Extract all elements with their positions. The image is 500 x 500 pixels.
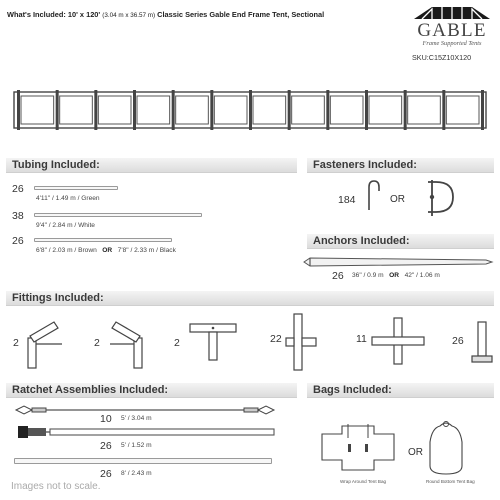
- ratchet-qty: 10: [100, 413, 112, 425]
- tube-green-icon: [34, 186, 118, 190]
- frame-pole: [249, 90, 252, 130]
- ratchets-section-header: Ratchet Assemblies Included:: [6, 383, 297, 398]
- or-label: OR: [389, 272, 400, 279]
- or-label: OR: [408, 447, 423, 458]
- ratchet-qty: 26: [100, 440, 112, 452]
- or-label: OR: [102, 247, 113, 254]
- hook-pin-icon: [364, 178, 382, 212]
- fitting-qty: 26: [452, 335, 464, 347]
- bag-caption: Round Bottom Tent Bag: [426, 479, 475, 484]
- logo-word: GABLE: [417, 20, 487, 41]
- ratchet-label: 5' / 3.04 m: [121, 415, 152, 422]
- fitting-qty: 2: [13, 337, 19, 349]
- fasteners-section-header: Fasteners Included:: [307, 158, 494, 173]
- ratchet-label: 8' / 2.43 m: [121, 470, 152, 477]
- frame-bay: [408, 96, 441, 124]
- tubing-label-a: 6'8" / 2.03 m / Brown: [36, 247, 97, 254]
- frame-bay: [446, 96, 479, 124]
- tubing-qty: 26: [12, 183, 24, 195]
- fitting-qty: 22: [270, 333, 282, 345]
- ratchet-label: 5' / 1.52 m: [121, 442, 152, 449]
- ratchet-buckle-icon: [14, 424, 276, 440]
- or-label: OR: [390, 194, 405, 205]
- frame-bay: [292, 96, 325, 124]
- cross-fitting-icon: [284, 312, 318, 372]
- frame-bay: [98, 96, 131, 124]
- angle-fitting-icon: [24, 316, 68, 370]
- fitting-qty: 11: [356, 333, 367, 345]
- frame-bay: [60, 96, 93, 124]
- frame-pole: [365, 90, 368, 130]
- frame-bay: [369, 96, 402, 124]
- title-metric: (3.04 m x 36.57 m): [102, 12, 156, 19]
- frame-pole: [56, 90, 59, 130]
- tubing-label-b: 7'8" / 2.33 m / Black: [117, 247, 176, 254]
- title-rest: Classic Series Gable End Frame Tent, Sectional: [157, 10, 325, 19]
- fittings-section-header: Fittings Included:: [6, 291, 494, 306]
- fasteners-qty: 184: [338, 194, 356, 206]
- frame-pole: [442, 90, 445, 130]
- frame-bay: [176, 96, 209, 124]
- frame-bay: [214, 96, 247, 124]
- anchors-label: [352, 272, 440, 279]
- frame-bay: [253, 96, 286, 124]
- tubing-label-alt: [36, 247, 176, 254]
- wrap-around-bag-icon: [318, 424, 398, 474]
- tubing-qty: 26: [12, 235, 24, 247]
- frame-pole: [94, 90, 97, 130]
- frame-pole: [481, 90, 484, 130]
- frame-pole: [404, 90, 407, 130]
- title-main: What's Included: 10' x 120': [7, 10, 101, 19]
- disclaimer-note: Images not to scale.: [11, 481, 101, 492]
- base-plate-icon: [470, 320, 494, 364]
- tube-brown-black-icon: [34, 238, 172, 242]
- tubing-label: 9'4" / 2.84 m / White: [36, 222, 95, 229]
- logo-tagline: Frame Supported Tents: [422, 40, 482, 47]
- fitting-qty: 2: [94, 337, 100, 349]
- bag-caption: Wrap Around Tent Bag: [340, 479, 387, 484]
- tubing-label: 4'11" / 1.49 m / Green: [36, 195, 100, 202]
- sku-label: SKU:C15Z10X120: [412, 53, 472, 62]
- frame-pole: [326, 90, 329, 130]
- frame-bay: [21, 96, 54, 124]
- frame-pole: [288, 90, 291, 130]
- frame-bay: [137, 96, 170, 124]
- fitting-qty: 2: [174, 337, 180, 349]
- bags-section-header: Bags Included:: [307, 383, 494, 398]
- tube-white-icon: [34, 213, 202, 217]
- anchors-section-header: Anchors Included:: [307, 234, 494, 249]
- tubing-section-header: Tubing Included:: [6, 158, 297, 173]
- frame-bay: [330, 96, 363, 124]
- angle-fitting-icon: [104, 316, 148, 370]
- d-ring-pin-icon: [422, 178, 458, 218]
- frame-pole: [17, 90, 20, 130]
- tee-fitting-icon: [188, 322, 238, 362]
- anchors-qty: 26: [332, 270, 344, 282]
- page-title: [7, 10, 407, 19]
- frame-pole: [172, 90, 175, 130]
- anchor-label-a: 36" / 0.9 m: [352, 272, 384, 279]
- frame-pole: [133, 90, 136, 130]
- strap-extension-icon: [14, 458, 272, 464]
- round-bottom-bag-icon: [426, 418, 466, 476]
- frame-pole: [210, 90, 213, 130]
- cross-fitting-icon: [370, 316, 426, 366]
- tent-frame-diagram: [6, 86, 496, 136]
- tubing-qty: 38: [12, 210, 24, 222]
- anchor-label-b: 42" / 1.06 m: [404, 272, 440, 279]
- ratchet-qty: 26: [100, 468, 112, 480]
- stake-anchor-icon: [302, 256, 494, 268]
